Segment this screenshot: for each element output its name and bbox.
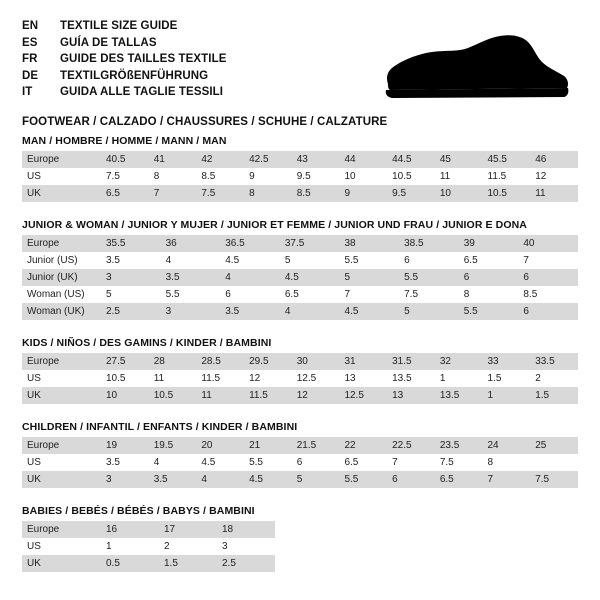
size-section-title: CHILDREN / INFANTIL / ENFANTS / KINDER / BAMBINI [22,421,298,433]
size-cell: 13 [387,387,435,404]
size-cell: 35.5 [101,235,161,252]
size-cell: 18 [217,521,275,538]
size-cell: 6.5 [459,252,519,269]
size-cell: 6.5 [101,185,149,202]
size-section [22,421,578,488]
size-cell: 8.5 [196,168,244,185]
row-label: UK [22,185,101,202]
size-cell: 5.5 [340,252,400,269]
row-label: US [22,538,101,555]
size-cell: 13.5 [435,387,483,404]
size-table [22,437,578,488]
size-cell: 6 [220,286,280,303]
row-label: Europe [22,437,101,454]
size-table [22,353,578,404]
size-cell: 10.5 [387,168,435,185]
size-cell: 12 [530,168,578,185]
size-cell: 28 [149,353,197,370]
size-table [22,235,578,320]
size-cell: 4 [280,303,340,320]
size-cell: 8 [483,454,531,471]
table-row [22,437,578,454]
size-cell: 6 [292,454,340,471]
size-cell: 8.5 [292,185,340,202]
size-section-title: KIDS / NIÑOS / DES GAMINS / KINDER / BAMBINI [22,337,272,349]
size-cell: 10 [101,387,149,404]
size-section-title: MAN / HOMBRE / HOMME / MANN / MAN [22,135,227,147]
size-cell: 42.5 [244,151,292,168]
size-cell: 3.5 [149,471,197,488]
size-cell: 11.5 [244,387,292,404]
size-cell: 11.5 [483,168,531,185]
row-label: US [22,370,101,387]
size-cell: 5.5 [244,454,292,471]
size-cell: 3.5 [161,269,221,286]
size-cell: 6 [518,303,578,320]
row-label: Junior (US) [22,252,101,269]
size-cell: 43 [292,151,340,168]
size-cell: 45.5 [483,151,531,168]
size-tables [22,135,578,572]
size-cell: 40 [518,235,578,252]
size-cell: 38 [340,235,400,252]
size-cell: 36.5 [220,235,280,252]
language-code: FR [22,53,38,65]
size-cell: 33 [483,353,531,370]
size-cell: 16 [101,521,159,538]
size-cell: 7.5 [435,454,483,471]
size-cell: 44 [339,151,387,168]
size-cell: 8 [244,185,292,202]
category-line: FOOTWEAR / CALZADO / CHAUSSURES / SCHUHE / CALZATURE [22,115,388,128]
size-cell: 31.5 [387,353,435,370]
size-cell: 4.5 [220,252,280,269]
size-cell: 5.5 [161,286,221,303]
size-cell: 11 [435,168,483,185]
table-row [22,555,578,572]
size-cell [530,454,578,471]
size-cell: 5 [101,286,161,303]
size-cell: 45 [435,151,483,168]
row-label: Woman (UK) [22,303,101,320]
size-cell: 11 [196,387,244,404]
size-cell: 7 [149,185,197,202]
size-cell: 22 [339,437,387,454]
size-cell: 3.5 [220,303,280,320]
language-code: IT [22,86,33,98]
row-label: Europe [22,235,101,252]
size-cell: 6.5 [435,471,483,488]
size-cell: 25 [530,437,578,454]
table-row [22,538,578,555]
size-cell: 4 [149,454,197,471]
size-cell: 1 [435,370,483,387]
size-cell: 32 [435,353,483,370]
size-cell: 10 [435,185,483,202]
row-label: US [22,454,101,471]
size-cell: 6.5 [339,454,387,471]
size-cell: 0.5 [101,555,159,572]
size-cell: 19.5 [149,437,197,454]
size-cell: 1 [483,387,531,404]
row-label: Europe [22,151,101,168]
size-cell: 3.5 [101,454,149,471]
table-row [22,454,578,471]
size-cell: 10.5 [483,185,531,202]
table-row [22,235,578,252]
table-row [22,471,578,488]
size-cell: 12 [244,370,292,387]
size-cell: 10.5 [101,370,149,387]
language-title: GUIDA ALLE TAGLIE TESSILI [60,86,224,98]
language-title: GUIDE DES TAILLES TEXTILE [60,53,227,65]
size-cell: 11 [149,370,197,387]
language-title: TEXTILGRÖßENFÜHRUNG [60,69,209,82]
size-cell: 11.5 [196,370,244,387]
size-section-title: BABIES / BEBÉS / BÉBÉS / BABYS / BAMBINI [22,505,255,517]
language-code: DE [22,69,39,82]
size-cell: 28.5 [196,353,244,370]
size-cell: 13 [339,370,387,387]
size-cell: 10 [339,168,387,185]
size-cell: 12.5 [292,370,340,387]
language-title: TEXTILE SIZE GUIDE [60,20,178,32]
size-cell: 10.5 [149,387,197,404]
size-cell: 4.5 [244,471,292,488]
size-cell: 29.5 [244,353,292,370]
size-cell: 1.5 [159,555,217,572]
size-table [22,521,578,572]
size-cell: 9.5 [387,185,435,202]
size-section [22,135,578,202]
size-cell: 36 [161,235,221,252]
size-cell: 7 [387,454,435,471]
size-cell: 6 [387,471,435,488]
row-label: Junior (UK) [22,269,101,286]
size-cell: 22.5 [387,437,435,454]
size-cell: 5.5 [339,471,387,488]
size-cell: 7.5 [530,471,578,488]
size-cell: 17 [159,521,217,538]
size-cell: 5 [292,471,340,488]
table-row [22,168,578,185]
size-cell: 39 [459,235,519,252]
size-cell: 30 [292,353,340,370]
size-cell: 40.5 [101,151,149,168]
size-cell: 8.5 [518,286,578,303]
size-cell: 5.5 [399,269,459,286]
size-cell: 20 [196,437,244,454]
size-cell: 6 [399,252,459,269]
size-cell: 8 [459,286,519,303]
table-row [22,303,578,320]
size-cell: 2.5 [101,303,161,320]
size-cell: 2 [159,538,217,555]
size-cell: 7 [483,471,531,488]
size-cell: 11 [530,185,578,202]
size-section [22,219,578,320]
size-cell: 5.5 [459,303,519,320]
size-cell: 3 [161,303,221,320]
size-cell: 4.5 [196,454,244,471]
size-cell: 7 [340,286,400,303]
size-cell: 4 [196,471,244,488]
size-cell: 7.5 [101,168,149,185]
size-cell: 33.5 [530,353,578,370]
language-code: ES [22,36,38,49]
row-label: Woman (US) [22,286,101,303]
language-title: GUÍA DE TALLAS [60,36,157,49]
size-cell: 31 [339,353,387,370]
size-cell: 6.5 [280,286,340,303]
size-table [22,151,578,202]
table-row [22,269,578,286]
size-cell: 2 [530,370,578,387]
size-cell: 7 [518,252,578,269]
size-cell: 1.5 [530,387,578,404]
table-row [22,252,578,269]
size-cell: 3.5 [101,252,161,269]
size-cell: 5 [399,303,459,320]
header [22,18,578,128]
row-label: UK [22,387,101,404]
size-cell: 38.5 [399,235,459,252]
size-cell: 13.5 [387,370,435,387]
size-cell: 4.5 [340,303,400,320]
size-cell: 1.5 [483,370,531,387]
row-label: UK [22,555,101,572]
size-cell: 44.5 [387,151,435,168]
size-cell: 4 [220,269,280,286]
size-cell: 24 [483,437,531,454]
row-label: Europe [22,353,101,370]
size-cell: 3 [101,471,149,488]
size-cell: 3 [217,538,275,555]
dress-shoe-icon [380,32,570,104]
size-cell: 9 [339,185,387,202]
table-row [22,185,578,202]
table-row [22,387,578,404]
size-section-title: JUNIOR & WOMAN / JUNIOR Y MUJER / JUNIOR ET FEMME / JUNIOR UND FRAU / JUNIOR E DONA [22,219,527,231]
table-row [22,286,578,303]
table-row [22,521,578,538]
size-cell: 19 [101,437,149,454]
size-cell: 46 [530,151,578,168]
size-cell: 3 [101,269,161,286]
size-cell: 9.5 [292,168,340,185]
size-cell: 12 [292,387,340,404]
row-label: UK [22,471,101,488]
size-cell: 7.5 [399,286,459,303]
size-cell: 4.5 [280,269,340,286]
size-cell: 21 [244,437,292,454]
size-cell: 5 [280,252,340,269]
table-row [22,370,578,387]
size-cell: 37.5 [280,235,340,252]
language-code: EN [22,20,39,32]
size-cell: 27.5 [101,353,149,370]
size-cell: 42 [196,151,244,168]
table-row [22,151,578,168]
size-section [22,505,578,572]
size-cell: 8 [149,168,197,185]
size-section [22,337,578,404]
size-cell: 1 [101,538,159,555]
size-cell: 9 [244,168,292,185]
row-label: Europe [22,521,101,538]
table-filler [275,538,578,555]
row-label: US [22,168,101,185]
size-cell: 23.5 [435,437,483,454]
size-cell: 5 [340,269,400,286]
size-cell: 21.5 [292,437,340,454]
size-cell: 12.5 [339,387,387,404]
size-cell: 41 [149,151,197,168]
size-cell: 6 [518,269,578,286]
table-filler [275,521,578,538]
table-row [22,353,578,370]
size-cell: 6 [459,269,519,286]
size-cell: 2.5 [217,555,275,572]
size-cell: 4 [161,252,221,269]
size-cell: 7.5 [196,185,244,202]
table-filler [275,555,578,572]
